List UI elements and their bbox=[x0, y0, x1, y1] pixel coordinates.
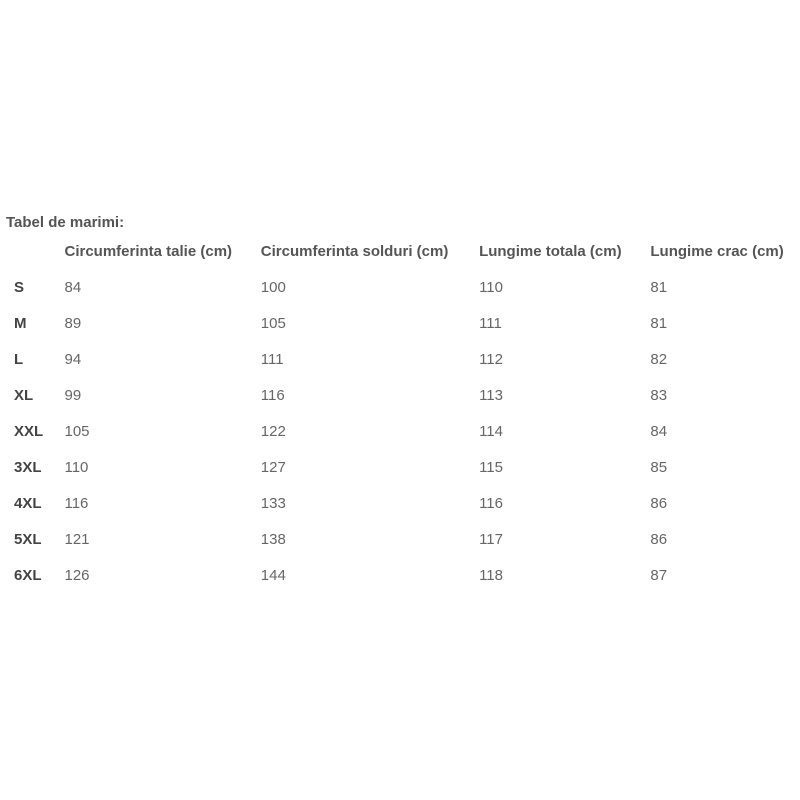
table-row bbox=[4, 521, 800, 557]
total-length-value: 114 bbox=[479, 422, 503, 440]
waist-value: 121 bbox=[64, 530, 90, 548]
hips-value: 100 bbox=[260, 278, 286, 296]
total-length-value: 115 bbox=[479, 458, 503, 476]
table-row bbox=[4, 305, 800, 341]
total-length-value: 116 bbox=[479, 494, 503, 512]
table-row bbox=[4, 485, 800, 521]
size-table bbox=[4, 233, 800, 593]
total-length-value: 111 bbox=[479, 314, 502, 332]
size-label: 6XL bbox=[14, 566, 42, 584]
header-row bbox=[4, 233, 800, 269]
hips-value: 116 bbox=[260, 386, 285, 404]
header-size bbox=[4, 233, 64, 269]
header-inseam: Lungime crac (cm) bbox=[650, 242, 784, 260]
size-table-header bbox=[4, 233, 800, 269]
hips-value: 105 bbox=[260, 314, 286, 332]
hips-value: 127 bbox=[260, 458, 286, 476]
inseam-value: 84 bbox=[650, 422, 668, 440]
size-label: 5XL bbox=[14, 530, 42, 548]
waist-value: 105 bbox=[64, 422, 90, 440]
size-label: 4XL bbox=[14, 494, 42, 512]
size-label: 3XL bbox=[14, 458, 42, 476]
table-row bbox=[4, 557, 800, 593]
total-length-value: 117 bbox=[479, 530, 503, 548]
hips-value: 138 bbox=[260, 530, 286, 548]
header-hips: Circumferinta solduri (cm) bbox=[260, 242, 449, 260]
inseam-value: 85 bbox=[650, 458, 668, 476]
size-table-body bbox=[4, 269, 800, 593]
size-label: S bbox=[14, 278, 25, 296]
waist-value: 116 bbox=[64, 494, 89, 512]
inseam-value: 86 bbox=[650, 530, 668, 548]
inseam-value: 81 bbox=[650, 278, 668, 296]
waist-value: 110 bbox=[64, 458, 89, 476]
size-label: M bbox=[14, 314, 27, 332]
hips-value: 122 bbox=[260, 422, 286, 440]
waist-value: 99 bbox=[64, 386, 82, 404]
total-length-value: 110 bbox=[479, 278, 503, 296]
hips-value: 144 bbox=[260, 566, 286, 584]
table-row bbox=[4, 269, 800, 305]
inseam-value: 82 bbox=[650, 350, 668, 368]
inseam-value: 86 bbox=[650, 494, 668, 512]
waist-value: 84 bbox=[64, 278, 82, 296]
header-waist: Circumferinta talie (cm) bbox=[64, 242, 233, 260]
inseam-value: 81 bbox=[650, 314, 668, 332]
table-row bbox=[4, 341, 800, 377]
waist-value: 89 bbox=[64, 314, 82, 332]
total-length-value: 113 bbox=[479, 386, 503, 404]
table-row bbox=[4, 413, 800, 449]
table-row bbox=[4, 377, 800, 413]
total-length-value: 112 bbox=[479, 350, 503, 368]
total-length-value: 118 bbox=[479, 566, 503, 584]
size-label: XXL bbox=[14, 422, 44, 440]
waist-value: 94 bbox=[64, 350, 82, 368]
page-title: Tabel de marimi: bbox=[6, 214, 125, 231]
hips-value: 111 bbox=[260, 350, 284, 368]
hips-value: 133 bbox=[260, 494, 286, 512]
inseam-value: 87 bbox=[650, 566, 668, 584]
size-label: XL bbox=[14, 386, 34, 404]
table-row bbox=[4, 449, 800, 485]
inseam-value: 83 bbox=[650, 386, 668, 404]
header-total-length: Lungime totala (cm) bbox=[479, 242, 622, 260]
waist-value: 126 bbox=[64, 566, 90, 584]
size-label: L bbox=[14, 350, 24, 368]
